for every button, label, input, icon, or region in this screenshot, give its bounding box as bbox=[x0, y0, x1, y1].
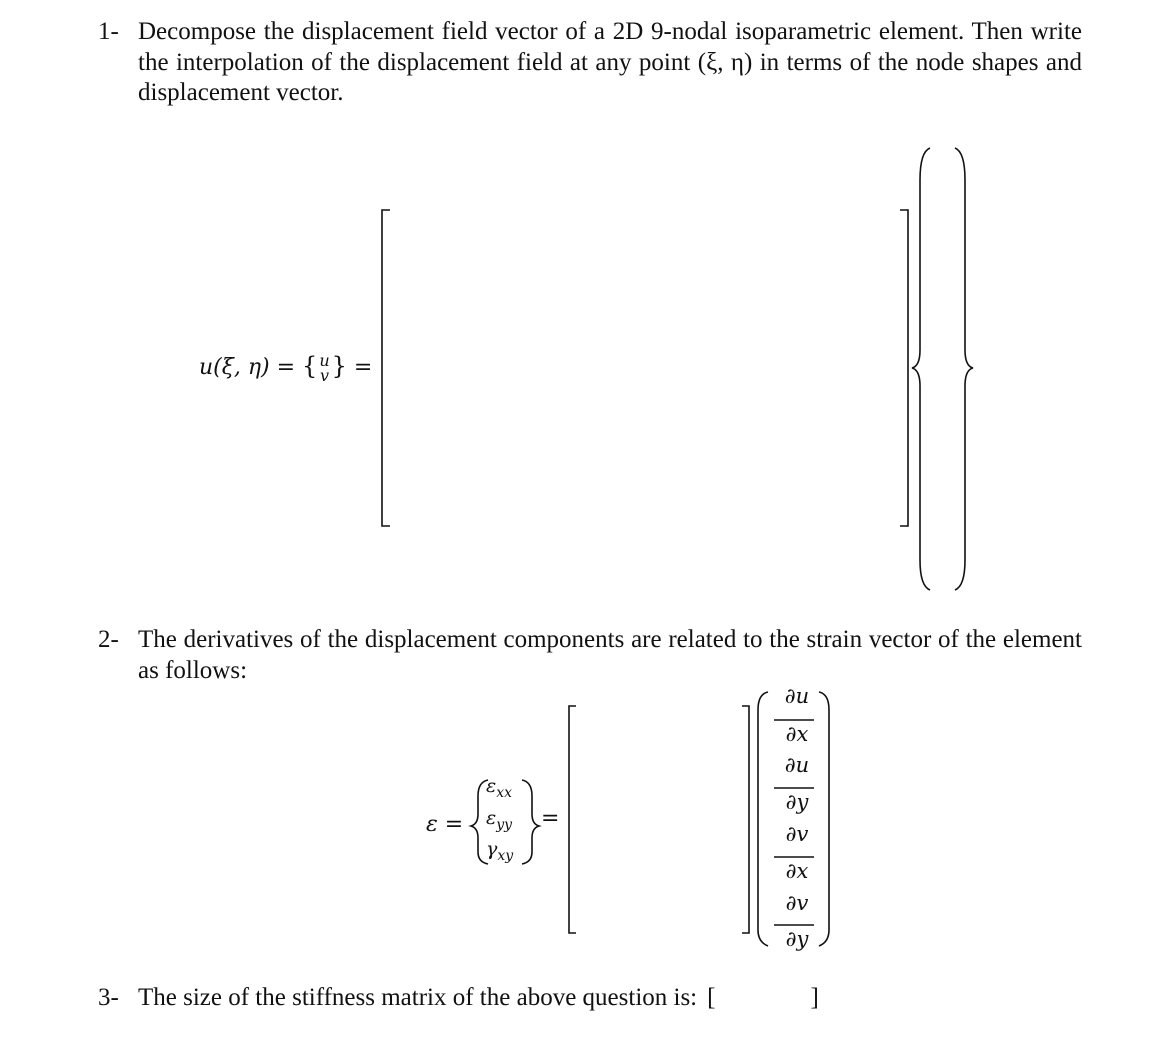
derivative-du-dx-num: ∂u bbox=[784, 684, 810, 708]
derivative-dv-dx-den: ∂x bbox=[785, 859, 809, 883]
answer-close-bracket: ] bbox=[810, 984, 819, 1011]
question-3-text: The size of the stiffness matrix of the above question is: bbox=[138, 984, 698, 1011]
equation-2-lhs: ε = bbox=[426, 812, 464, 837]
derivative-vector-open-paren bbox=[758, 692, 768, 946]
derivative-dv-dy-num: ∂v bbox=[785, 891, 809, 915]
derivative-vector-close-paren bbox=[819, 692, 829, 946]
question-3 bbox=[98, 983, 998, 1014]
equation-1-lhs: u(ξ, η) = { u v } = bbox=[199, 351, 373, 385]
b-matrix-close-bracket bbox=[742, 706, 749, 933]
question-3-number: 3- bbox=[98, 984, 119, 1011]
question-1-number: 1- bbox=[98, 18, 119, 45]
equation-1-lhs-text: u(ξ, η) = bbox=[199, 355, 296, 380]
strain-xx: $\varepsilon_{xx}$ bbox=[486, 775, 512, 801]
b-matrix-open-bracket bbox=[569, 706, 576, 933]
derivative-du-dy-num: ∂u bbox=[784, 753, 810, 777]
equation-1-equals: = bbox=[353, 355, 373, 380]
derivative-du-dy-den: ∂y bbox=[785, 790, 809, 814]
question-2-number: 2- bbox=[98, 626, 119, 653]
strain-xy: $\gamma_{xy}$ bbox=[486, 838, 514, 864]
question-2-text: The derivatives of the displacement components are related to the strain vector of the element as follows: bbox=[138, 626, 1082, 684]
derivative-dv-dy-den: ∂y bbox=[785, 927, 809, 951]
derivative-du-dx-den: ∂x bbox=[785, 722, 809, 746]
equation-2-equals: = bbox=[541, 806, 560, 831]
question-1-text: Decompose the displacement field vector of a 2D 9-nodal isoparametric element. Then write the interpolation of the displacement field at any point (ξ, η) in terms of the node shapes and displacement vector. bbox=[138, 18, 1082, 106]
strain-vector-open-brace bbox=[471, 780, 488, 864]
equation-1-uv-vector: u v bbox=[319, 351, 330, 385]
derivative-dv-dx-num: ∂v bbox=[785, 822, 809, 846]
answer-open-bracket: [ bbox=[707, 984, 716, 1011]
strain-yy: $\varepsilon_{yy}$ bbox=[486, 807, 513, 833]
strain-vector-close-brace bbox=[522, 780, 539, 864]
